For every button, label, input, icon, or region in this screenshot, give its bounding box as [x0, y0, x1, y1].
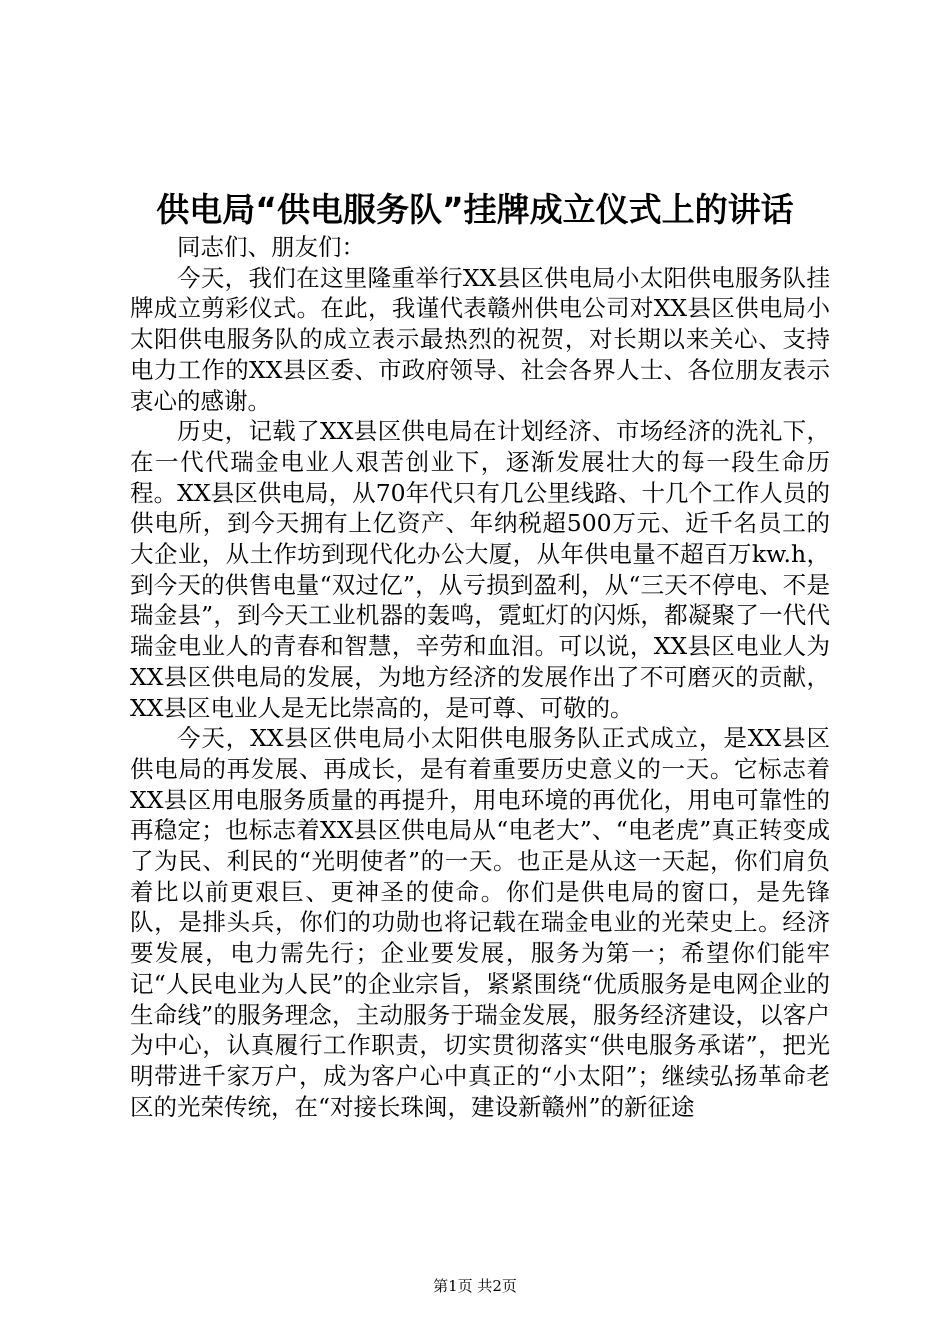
paragraph-1: 今天，我们在这里隆重举行XX县区供电局小太阳供电服务队挂牌成立剪彩仪式。在此，我谨代表赣州供电公司对XX县区供电局小太阳供电服务队的成立表示最热烈的祝贺，对长期以来关心、支持电力工作的XX县区委、市政府领导、社会各界人士、各位朋友表示衷心的感谢。: [130, 263, 830, 415]
paragraph-2: 历史，记载了XX县区供电局在计划经济、市场经济的洗礼下，在一代代瑞金电业人艰苦创业下，逐渐发展壮大的每一段生命历程。XX县区供电局，从70年代只有几公里线路、十几个工作人员的供电所，到今天拥有上亿资产、年纳税超500万元、近千名员工的大企业，从土作坊到现代化办公大厦，从年供电量不超百万kw.h，到今天的供售电量“双过亿”，从亏损到盈利，从“三天不停电、不是瑞金县”，到今天工业机器的轰鸣，霓虹灯的闪烁，都凝聚了一代代瑞金电业人的青春和智慧，辛劳和血泪。可以说，XX县区电业人为XX县区供电局的发展，为地方经济的发展作出了不可磨灭的贡献，XX县区电业人是无比崇高的，是可尊、可敬的。: [130, 417, 830, 722]
document-body: [130, 232, 830, 1122]
document-title: 供电局“供电服务队”挂牌成立仪式上的讲话: [156, 190, 794, 229]
paragraph-3: 今天，XX县区供电局小太阳供电服务队正式成立，是XX县区供电局的再发展、再成长，是有着重要历史意义的一天。它标志着XX县区用电服务质量的再提升，用电环境的再优化，用电可靠性的再稳定；也标志着XX县区供电局从“电老大”、“电老虎”真正转变成了为民、利民的“光明使者”的一天。也正是从这一天起，你们肩负着比以前更艰巨、更神圣的使命。你们是供电局的窗口，是先锋队，是排头兵，你们的功勋也将记载在瑞金电业的光荣史上。经济要发展，电力需先行；企业要发展，服务为第一；希望你们能牢记“人民电业为人民”的企业宗旨，紧紧围绕“优质服务是电网企业的生命线”的服务理念，主动服务于瑞金发展，服务经济建设，以客户为中心，认真履行工作职责，切实贯彻落实“供电服务承诺”，把光明带进千家万户，成为客户心中真正的“小太阳”；继续弘扬革命老区的光荣传统，在“对接长珠闽，建设新赣州”的新征途: [130, 724, 830, 1121]
page-footer: 第1页 共2页: [433, 1277, 517, 1295]
salutation: 同志们、朋友们：: [177, 233, 365, 261]
